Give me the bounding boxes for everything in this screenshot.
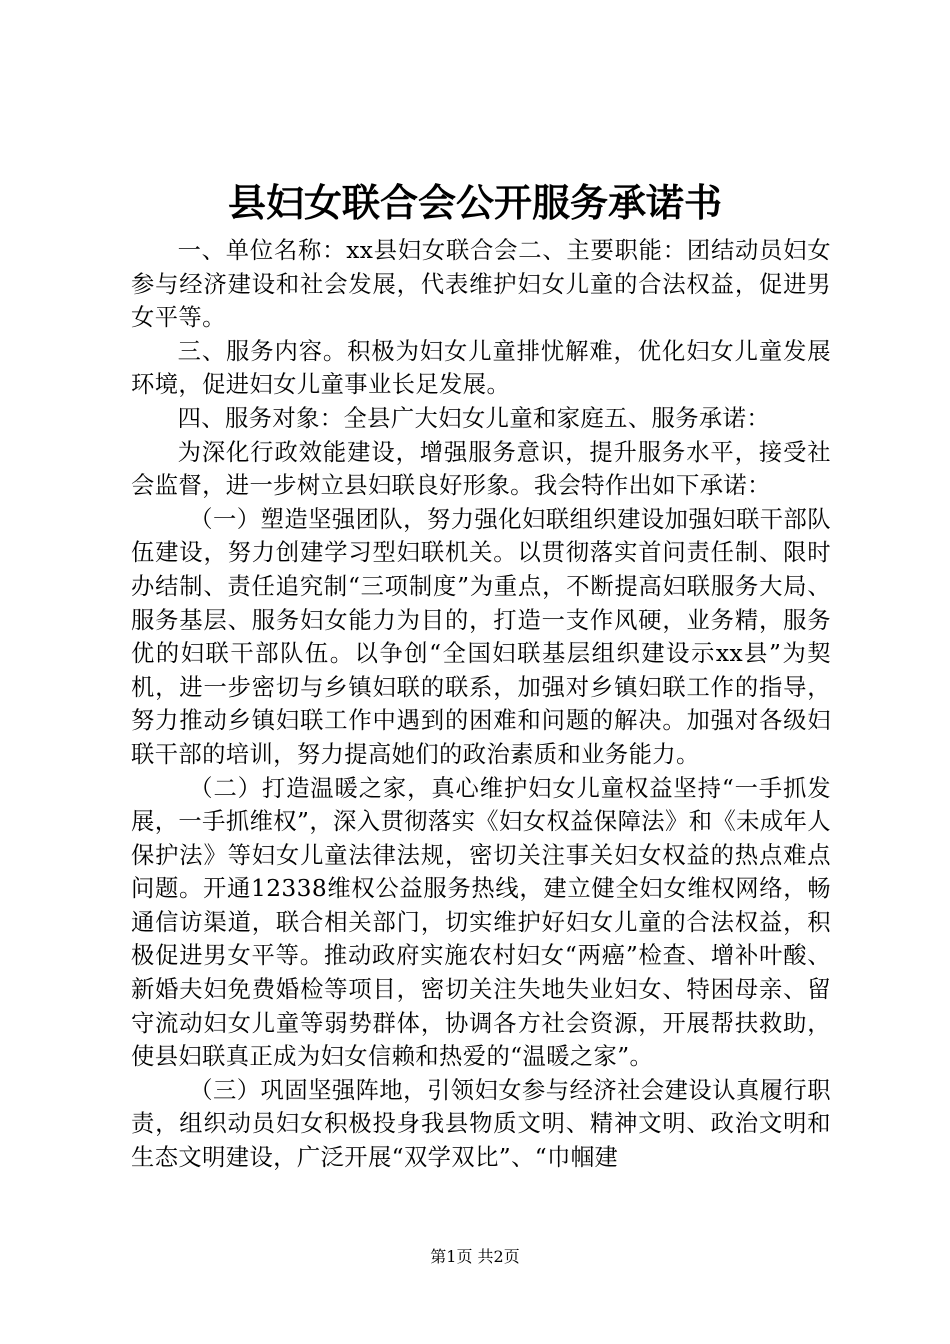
paragraph-service-targets: 四、服务对象：全县广大妇女儿童和家庭五、服务承诺： [177,404,771,432]
paragraph-service-content: 三、服务内容。积极为妇女儿童排忧解难，优化妇女儿童发展环境，促进妇女儿童事业长足发展。 [131,337,831,399]
document-title: 县妇女联合会公开服务承诺书 [227,180,722,225]
page-number-footer: 第1页 共2页 [430,1247,520,1266]
paragraph-commitment-1: （一）塑造坚强团队，努力强化妇联组织建设加强妇联干部队伍建设，努力创建学习型妇联机关。以贯彻落实首问责任制、限时办结制、责任追究制“三项制度”为重点，不断提高妇联服务大局、服务基层、服务妇女能力为目的，打造一支作风硬，业务精，服务优的妇联干部队伍。以争创“全国妇联基层组织建设示xx县”为契机，进一步密切与乡镇妇联的联系，加强对乡镇妇联工作的指导，努力推动乡镇妇联工作中遇到的困难和问题的解决。加强对各级妇联干部的培训，努力提高她们的政治素质和业务能力。 [131,505,831,768]
paragraph-commitment-intro: 为深化行政效能建设，增强服务意识，提升服务水平，接受社会监督，进一步树立县妇联良好形象。我会特作出如下承诺： [131,438,831,500]
paragraph-unit-duties: 一、单位名称：xx县妇女联合会二、主要职能：团结动员妇女参与经济建设和社会发展，代表维护妇女儿童的合法权益，促进男女平等。 [131,237,831,332]
paragraph-commitment-3: （三）巩固坚强阵地，引领妇女参与经济社会建设认真履行职责，组织动员妇女积极投身我县物质文明、精神文明、政治文明和生态文明建设，广泛开展“双学双比”、“巾帼建 [131,1076,831,1172]
paragraph-commitment-2: （二）打造温暖之家，真心维护妇女儿童权益坚持“一手抓发展，一手抓维权”，深入贯彻落实《妇女权益保障法》和《未成年人保护法》等妇女儿童法律法规，密切关注事关妇女权益的热点难点问题。开通12338维权公益服务热线，建立健全妇女维权网络，畅通信访渠道，联合相关部门，切实维护好妇女儿童的合法权益，积极促进男女平等。推动政府实施农村妇女“两癌”检查、增补叶酸、新婚夫妇免费婚检等项目，密切关注失地失业妇女、特困母亲、留守流动妇女儿童等弱势群体，协调各方社会资源，开展帮扶救助，使县妇联真正成为妇女信赖和热爱的“温暖之家”。 [131,774,831,1071]
document-body [131,234,831,1175]
